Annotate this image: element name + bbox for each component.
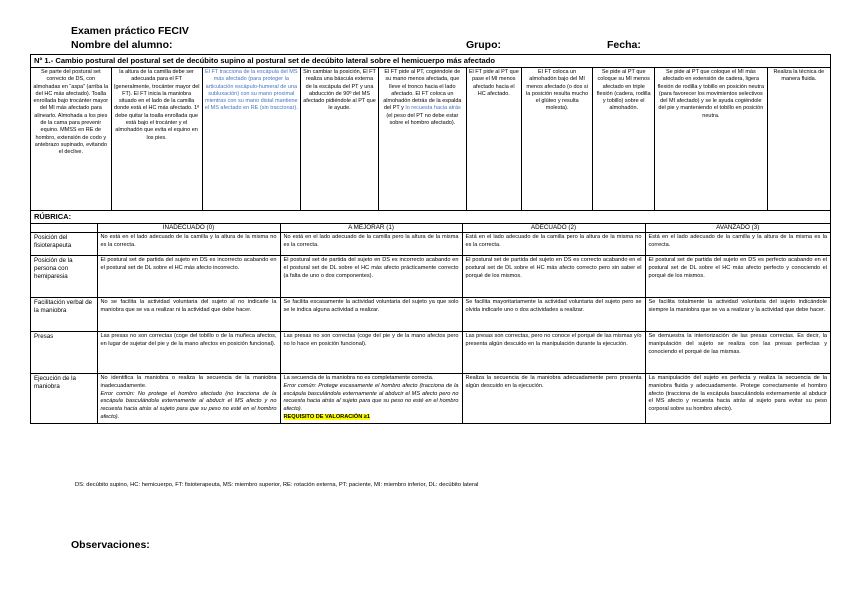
exam-table — [30, 54, 831, 424]
abbreviations-note: DS: decúbito supino, HC: hemicuerpo, FT: fisioterapeuta, MS: miembro superior, RE: rotación externa, PT: paciente, MI: miembro inferior, DL: decúbito lateral — [75, 482, 479, 488]
step-text: El FT pide al PT, cogiéndole de su mano menos afectada, que lleve el tronco hacia el lado afectado. El FT coloca un almohadón detrás de la espalda del PT y — [383, 69, 462, 112]
step-cell: Se pide al PT que coloque el MI más afectado en extensión de cadera, ligera flexión de rodilla y tobillo en posición neutra (para favorecer los movimientos selectivos del MI afectado) y se le ayuda cogiéndole del pie y manteniendo el tobillo en posición neutra. — [655, 68, 768, 210]
rubric-cell — [97, 374, 280, 423]
criterion-label: Posición de la persona con hemiparesia — [31, 256, 97, 298]
level-header: INADECUADO (0) — [97, 224, 280, 233]
criterion-label: Facilitación verbal de la maniobra — [31, 298, 97, 332]
requirement-badge: REQUISITO DE VALORACIÓN ≥1 — [283, 413, 370, 420]
rubric-cell — [280, 374, 462, 423]
rubric-cell: Las presas no son correctas (coge del pie y de la mano afectos pero no lo hace en posición funcional). — [280, 332, 462, 374]
rubric-cell: Está en el lado adecuado de la camilla pero la altura de la misma no es la correcta. — [462, 233, 645, 256]
rubric-table — [31, 224, 830, 423]
rubric-cell: El postural set de partida del sujeto en DS es correcto acabando en el postural set de DL sobre el HC más afecto correcto pero sin saber el porqué de los mismos. — [462, 256, 645, 298]
step-cell: El FT tracciona de la escápula del MS más afectado (para proteger la articulación escápulo-humeral de una subluxación) con su mano proximal mientras con su mano distal mantiene el MS afectado en RE (sin traccionar). — [202, 68, 301, 210]
level-header: A MEJORAR (1) — [280, 224, 462, 233]
rubric-cell: No se facilita la actividad voluntaria del sujeto al no indicarle la maniobra que se va a realizar ni la actividad que debe hacer. — [97, 298, 280, 332]
step-highlight: lo recuesta hacia atrás — [405, 105, 461, 112]
level-header: ADECUADO (2) — [462, 224, 645, 233]
step-text: (el peso del PT no debe estar sobre el hombro afectado). — [386, 112, 459, 127]
error-text: No protege el hombro afectado (no tracciona de la escápula basculándola externamente al abducir el MS afecto y no recuesta hacia atrás al sujeto para que su peso no esté en el hombro afecto). — [100, 390, 277, 420]
exam-title: Examen práctico FECIV — [71, 25, 189, 37]
date-label: Fecha: — [607, 39, 641, 51]
rubric-cell: Se facilita escasamente la actividad voluntaria del sujeto ya que solo se le indica alguna actividad a realizar. — [280, 298, 462, 332]
step-cell — [379, 68, 467, 210]
group-label: Grupo: — [466, 39, 501, 51]
observations-label: Observaciones: — [71, 539, 150, 551]
rubric-cell: Las presas no son correctas (coge del tobillo o de la muñeca afectos, en lugar de sujetar del pie y de la mano afectos en posición funcional). — [97, 332, 280, 374]
rubric-cell: El postural set de partida del sujeto en DS es incorrecto acabando en el postural set de DL sobre el HC más afecto incorrecto. — [97, 256, 280, 298]
rubric-cell: No está en el lado adecuado de la camilla y la altura de la misma no es la correcta. — [97, 233, 280, 256]
steps-table — [31, 68, 830, 210]
step-cell: Sin cambiar la posición, El FT realiza una báscula externa de la escápula del PT y una abducción de 90º del MS afectado pidiéndole al PT que le ayude. — [301, 68, 379, 210]
step-cell: Se parte del postural set correcto de DS, con almohadas en “aspa” (arriba la del HC más afectado). Toalla enrollada bajo trocánter mayor del MI más afectado para alinearlo. Almohada a los pies de la cama para prevenir equino. MMSS en RE de hombro, extensión de codo y antebrazo supinado, evitando el declive. — [31, 68, 111, 210]
level-header: AVANZADO (3) — [645, 224, 830, 233]
rubric-cell: Se facilita totalmente la actividad voluntaria del sujeto indicándole siempre la maniobra que se va a realizar y la actividad que debe hacer. — [645, 298, 830, 332]
rubric-cell: El postural set de partida del sujeto en DS es incorrecto acabando en el postural set de DL sobre el HC más afecto prácticamente correcto (a falta de uno o dos componentes). — [280, 256, 462, 298]
step-cell: El FT pide al PT que pase el MI menos afectado hacia el HC afectado. — [466, 68, 521, 210]
rubric-title: RÚBRICA: — [31, 210, 830, 224]
rubric-cell: Realiza la secuencia de la maniobra adecuadamente pero presenta algún descuido en la ejecución. — [462, 374, 645, 423]
rubric-cell: La manipulación del sujeto es perfecta y realiza la secuencia de la maniobra fluida y adecuadamente. Protege correctamente el hombro afecto (tracciona de la escápula basculándola externamente al abducir el MS afecto y recuesta hacia atrás al sujeto para evitar su peso corporal sobre su hombro afecto). — [645, 374, 830, 423]
step-cell: El FT coloca un almohadón bajo del MI menos afectado (o dos si la posición resulta mucho el glúteo y resulta molesta). — [521, 68, 592, 210]
question-title: Nº 1.- Cambio postural del postural set de decúbito supino al postural set de decúbito lateral sobre el hemicuerpo más afectado — [31, 55, 830, 68]
rubric-text: No identifica la maniobra o realiza la secuencia de la maniobra inadecuadamente. — [100, 375, 277, 389]
rubric-cell: El postural set de partida del sujeto en DS es perfecto acabando en el postural set de DL sobre el HC más afecto perfecto y conociendo el porqué de los mismos. — [645, 256, 830, 298]
step-cell: Se pide al PT que coloque su MI menos afectado en triple flexión (cadera, rodilla y tobillo) sobre el almohadón. — [593, 68, 655, 210]
rubric-cell: Se demuestra la interiorización de las presas correctas. Es decir, la manipulación del sujeto se realiza con las presas perfectas y conociendo el porqué de las mismas. — [645, 332, 830, 374]
criterion-label: Presas — [31, 332, 97, 374]
rubric-corner — [31, 224, 97, 233]
rubric-cell: No está en el lado adecuado de la camilla pero la altura de la misma es la correcta. — [280, 233, 462, 256]
step-cell: la altura de la camilla debe ser adecuada para el FT (generalmente, trocánter mayor del FT). El FT inicia la maniobra situado en el lado de la camilla donde está el HC más afectado. 1º debe quitar la toalla enrollada que está bajo el trocánter y el almohadón que evita el equino en los pies. — [111, 68, 202, 210]
rubric-text: La secuencia de la maniobra no es completamente correcta. — [283, 375, 434, 381]
rubric-cell: Las presas son correctas, pero no conoce el porqué de las mismas y/o presenta algún descuido en la manipulación durante la ejecución. — [462, 332, 645, 374]
step-cell: Realiza la técnica de manera fluida. — [773, 69, 825, 83]
rubric-cell: Está en el lado adecuado de la camilla y la altura de la misma es la correcta. — [645, 233, 830, 256]
criterion-label: Ejecución de la maniobra — [31, 374, 97, 423]
criterion-label: Posición del fisioterapeuta — [31, 233, 97, 256]
error-label: Error común: — [100, 390, 135, 397]
student-name-label: Nombre del alumno: — [71, 39, 173, 51]
error-label: Error común: — [283, 382, 317, 389]
rubric-cell: Se facilita mayoritariamente la actividad voluntaria del sujeto pero se olvida indicarle uno o dos actividades a realizar. — [462, 298, 645, 332]
error-text: Protege escasamente el hombro afecto (tracciona de la escápula basculándola externamente al abducir el MS afecto pero no recuesta hacia atrás al sujeto para que su peso no esté en el hombro afecto). — [283, 382, 459, 413]
